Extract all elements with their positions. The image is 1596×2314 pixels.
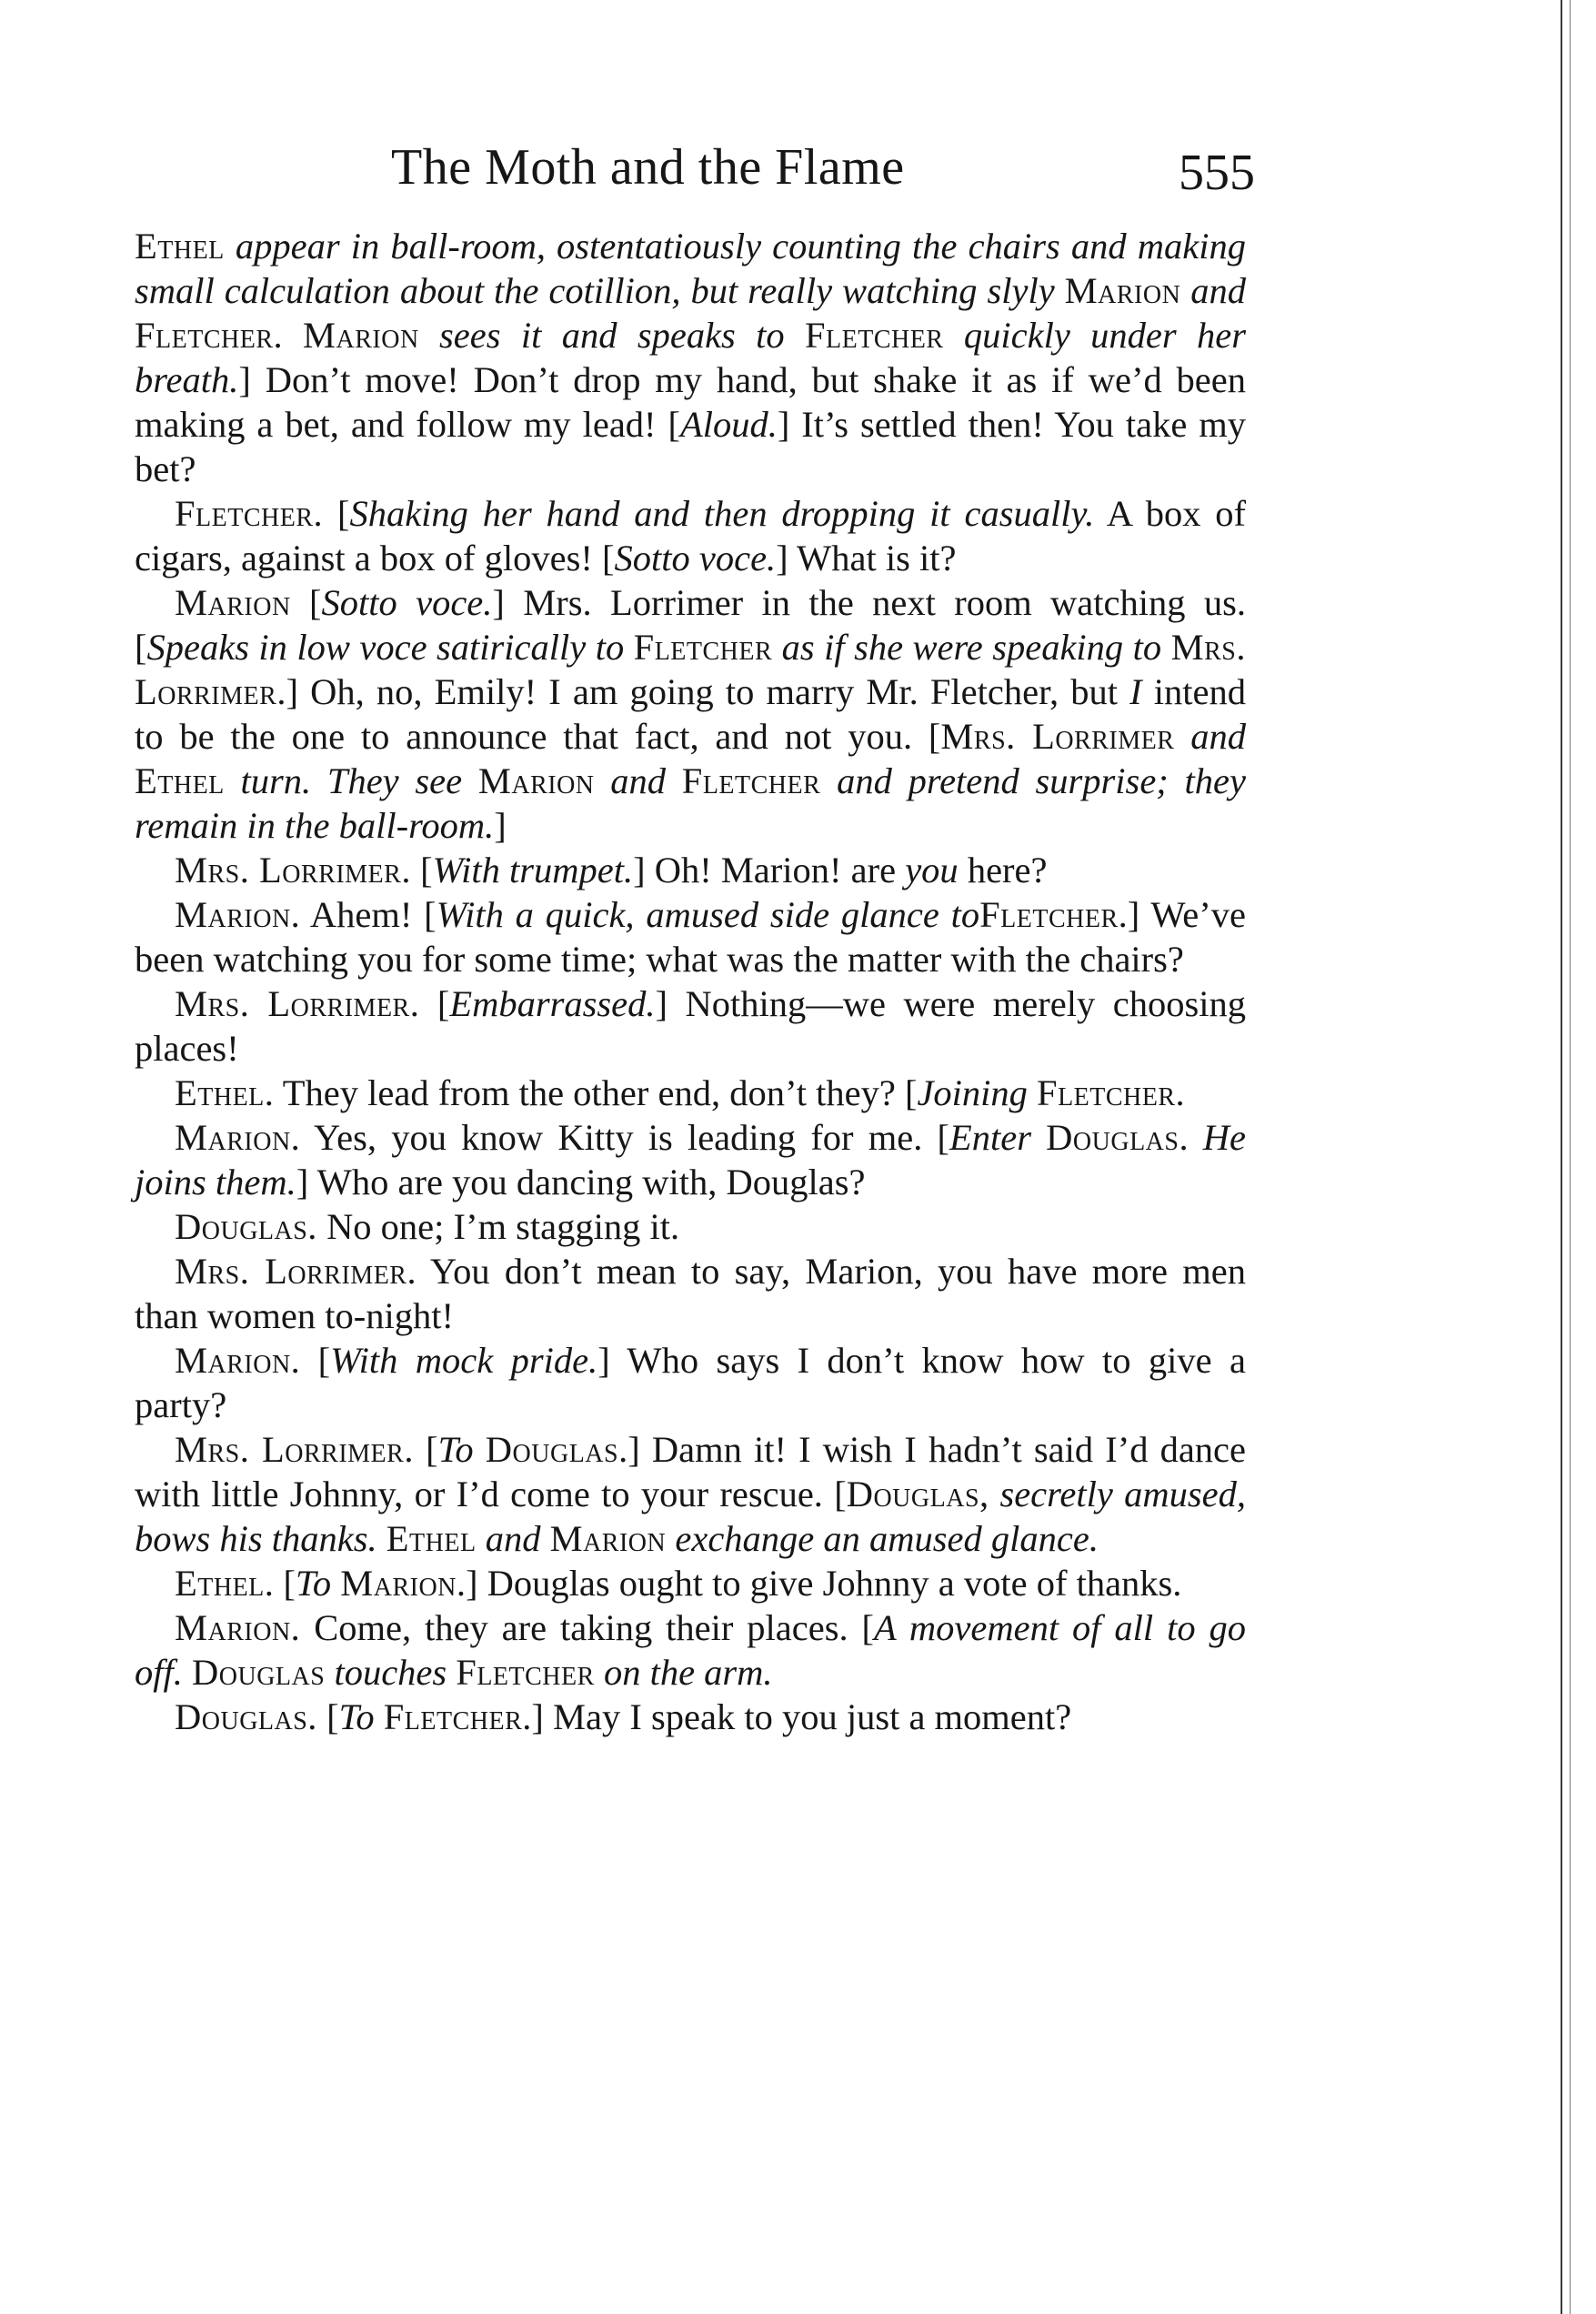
paragraph <box>135 1249 1246 1338</box>
paragraph <box>135 491 1246 580</box>
dialogue-text: Come, they are taking their places. [ <box>300 1607 874 1648</box>
stage-direction: Embarrassed. <box>449 983 656 1024</box>
speaker-name: Marion <box>477 760 595 801</box>
speaker-name: Douglas <box>485 1429 619 1470</box>
speaker-name: Ethel. <box>175 1072 275 1113</box>
speaker-name: Douglas <box>192 1652 326 1693</box>
speaker-name: Fletcher. <box>175 493 324 534</box>
speaker-name: Douglas. <box>175 1696 317 1737</box>
speaker-name: Douglas <box>1046 1117 1179 1158</box>
dialogue-text: [ <box>413 1429 438 1470</box>
stage-direction: exchange an amused glance. <box>666 1518 1099 1559</box>
play-text <box>135 224 1246 1739</box>
speaker-name: Mrs. Lorrimer <box>940 716 1175 757</box>
dialogue-text: ] Oh! Marion! are <box>633 850 906 890</box>
speaker-name: Marion <box>549 1518 667 1559</box>
speaker-name: Marion. <box>175 894 301 935</box>
speaker-name: Fletcher <box>681 760 821 801</box>
speaker-name: Marion <box>175 582 291 623</box>
stage-direction: To <box>296 1563 332 1604</box>
dialogue-text: [ <box>274 1563 296 1604</box>
paragraph <box>135 848 1246 892</box>
stage-direction: Sotto voce. <box>321 582 493 623</box>
dialogue-text: [ <box>316 1696 339 1737</box>
speaker-name: Marion. <box>175 1607 301 1648</box>
stage-direction: Sotto voce. <box>614 538 777 578</box>
stage-direction: appear in ball-room, ostentatiously counting the chairs and making small calculation about the cotillion, but really watching slyly <box>135 226 1246 311</box>
dialogue-text <box>474 1429 486 1470</box>
page-edge-line <box>1570 0 1571 2314</box>
speaker-name: Fletcher <box>383 1696 523 1737</box>
paragraph <box>135 1204 1246 1249</box>
stage-direction: A movement of all to go off. <box>135 1607 1246 1693</box>
running-title: The Moth and the Flame <box>391 139 905 196</box>
stage-direction: quickly under her breath. <box>135 315 1246 400</box>
dialogue-text <box>1028 1072 1037 1113</box>
page-edge-line <box>1561 0 1562 2314</box>
stage-direction: turn. They see <box>224 760 478 801</box>
dialogue-text: No one; I’m stagging it. <box>316 1206 680 1247</box>
stage-direction: touches <box>325 1652 457 1693</box>
dialogue-text <box>375 1696 384 1737</box>
speaker-name: Mrs. Lorrimer <box>135 627 1246 712</box>
paragraph <box>135 1561 1246 1605</box>
stage-direction: and <box>1180 270 1246 311</box>
dialogue-text: .] Douglas ought to give Johnny a vote of thanks. <box>456 1563 1182 1604</box>
stage-direction: Shaking her hand and then dropping it casually. <box>349 493 1095 534</box>
dialogue-text: .] May I speak to you just a moment? <box>522 1696 1072 1737</box>
page-number: 555 <box>1179 145 1255 201</box>
stage-direction: sees it and speaks to <box>418 315 806 356</box>
dialogue-text: ] It’s settled then! You take my bet? <box>135 404 1246 489</box>
speaker-name: Marion <box>1064 270 1181 311</box>
stage-direction: Enter <box>949 1117 1031 1158</box>
speaker-name: Fletcher <box>979 894 1119 935</box>
speaker-name: Ethel <box>135 760 225 801</box>
dialogue-text: Ahem! [ <box>300 894 437 935</box>
dialogue-text: . <box>1179 1117 1203 1158</box>
speaker-name: Mrs. Lorrimer. <box>175 1429 414 1470</box>
paragraph <box>135 1605 1246 1695</box>
dialogue-text: ] Who says I don’t know how to give a party? <box>135 1340 1246 1425</box>
dialogue-text: Yes, you know Kitty is leading for me. [ <box>300 1117 949 1158</box>
dialogue-text: .] Oh, no, Emily! I am going to marry Mr. Fletcher, but <box>276 671 1130 712</box>
stage-direction: He joins them. <box>135 1117 1247 1202</box>
stage-direction: secretly amused, bows his thanks. <box>135 1474 1247 1559</box>
speaker-name: Ethel <box>386 1518 477 1559</box>
speaker-name: Fletcher. <box>1037 1072 1186 1113</box>
speaker-name: Mrs. Lorrimer. <box>175 850 411 890</box>
dialogue-text: intend to be the one to announce that fact, and not you. [ <box>135 671 1246 757</box>
paragraph <box>135 1115 1246 1204</box>
stage-direction: With mock pride. <box>330 1340 598 1381</box>
dialogue-text: ] Nothing—we were merely choosing places! <box>135 983 1246 1069</box>
dialogue-text <box>183 1652 192 1693</box>
speaker-name: Ethel <box>135 226 225 267</box>
speaker-name: Fletcher <box>456 1652 595 1693</box>
speaker-name: Marion. <box>175 1340 301 1381</box>
dialogue-text <box>377 1518 386 1559</box>
dialogue-text: , <box>979 1474 1000 1514</box>
dialogue-text: [ <box>419 983 450 1024</box>
stage-direction: and <box>476 1518 550 1559</box>
dialogue-text: [ <box>410 850 433 890</box>
speaker-name: Marion <box>303 315 419 356</box>
speaker-name: Marion <box>340 1563 457 1604</box>
dialogue-text: [ <box>300 1340 331 1381</box>
stage-direction: and pretend surprise; they remain in the ball-room. <box>135 760 1246 846</box>
stage-direction: and <box>1174 716 1246 757</box>
stage-direction: you <box>905 850 959 890</box>
dialogue-text: .] We’ve been watching you for some time; what was the matter with the chairs? <box>135 894 1246 980</box>
stage-direction: To <box>437 1429 474 1470</box>
stage-direction: I <box>1129 671 1142 712</box>
speaker-name: Ethel. <box>175 1563 275 1604</box>
dialogue-text: ] Who are you dancing with, Douglas? <box>296 1162 866 1202</box>
paragraph <box>135 981 1246 1071</box>
stage-direction: With a quick, amused side glance to <box>436 894 980 935</box>
speaker-name: Douglas. <box>175 1206 317 1247</box>
paragraph <box>135 1695 1246 1739</box>
paragraph <box>135 1338 1246 1427</box>
stage-direction: To <box>338 1696 375 1737</box>
speaker-name: Fletcher <box>135 315 274 356</box>
dialogue-text: . <box>273 315 303 356</box>
dialogue-text: A box of cigars, against a box of gloves! [ <box>135 493 1246 578</box>
dialogue-text: [ <box>323 493 350 534</box>
stage-direction: and <box>594 760 682 801</box>
stage-direction: on the arm. <box>594 1652 773 1693</box>
dialogue-text: ] What is it? <box>776 538 957 578</box>
stage-direction: With trumpet. <box>432 850 634 890</box>
dialogue-text <box>331 1563 340 1604</box>
stage-direction: Aloud. <box>679 404 778 445</box>
paragraph <box>135 224 1246 491</box>
paragraph <box>135 892 1246 981</box>
dialogue-text: here? <box>958 850 1048 890</box>
dialogue-text: They lead from the other end, don’t they? [ <box>274 1072 918 1113</box>
page-header <box>391 138 1255 202</box>
dialogue-text: .] Damn it! I wish I hadn’t said I’d dance with little Johnny, or I’d come to your rescue. [ <box>135 1429 1247 1514</box>
dialogue-text: ] <box>494 805 507 846</box>
dialogue-text: ] Don’t move! Don’t drop my hand, but shake it as if we’d been making a bet, and follow my lead! [ <box>135 359 1246 445</box>
speaker-name: Marion. <box>175 1117 301 1158</box>
stage-direction: Speaks in low voce satirically to <box>146 627 634 668</box>
dialogue-text: You don’t mean to say, Marion, you have more men than women to-night! <box>135 1251 1246 1336</box>
stage-direction: as if she were speaking to <box>772 627 1171 668</box>
paragraph <box>135 1427 1246 1561</box>
dialogue-text: ] Mrs. Lorrimer in the next room watching us. [ <box>135 582 1246 668</box>
speaker-name: Mrs. Lorrimer. <box>175 1251 417 1292</box>
paragraph <box>135 1071 1246 1115</box>
speaker-name: Douglas <box>846 1474 980 1514</box>
speaker-name: Fletcher <box>805 315 944 356</box>
paragraph <box>135 580 1246 848</box>
dialogue-text: [ <box>290 582 322 623</box>
speaker-name: Mrs. Lorrimer. <box>175 983 420 1024</box>
speaker-name: Fletcher <box>633 627 773 668</box>
stage-direction: Joining <box>917 1072 1028 1113</box>
dialogue-text <box>1031 1117 1046 1158</box>
